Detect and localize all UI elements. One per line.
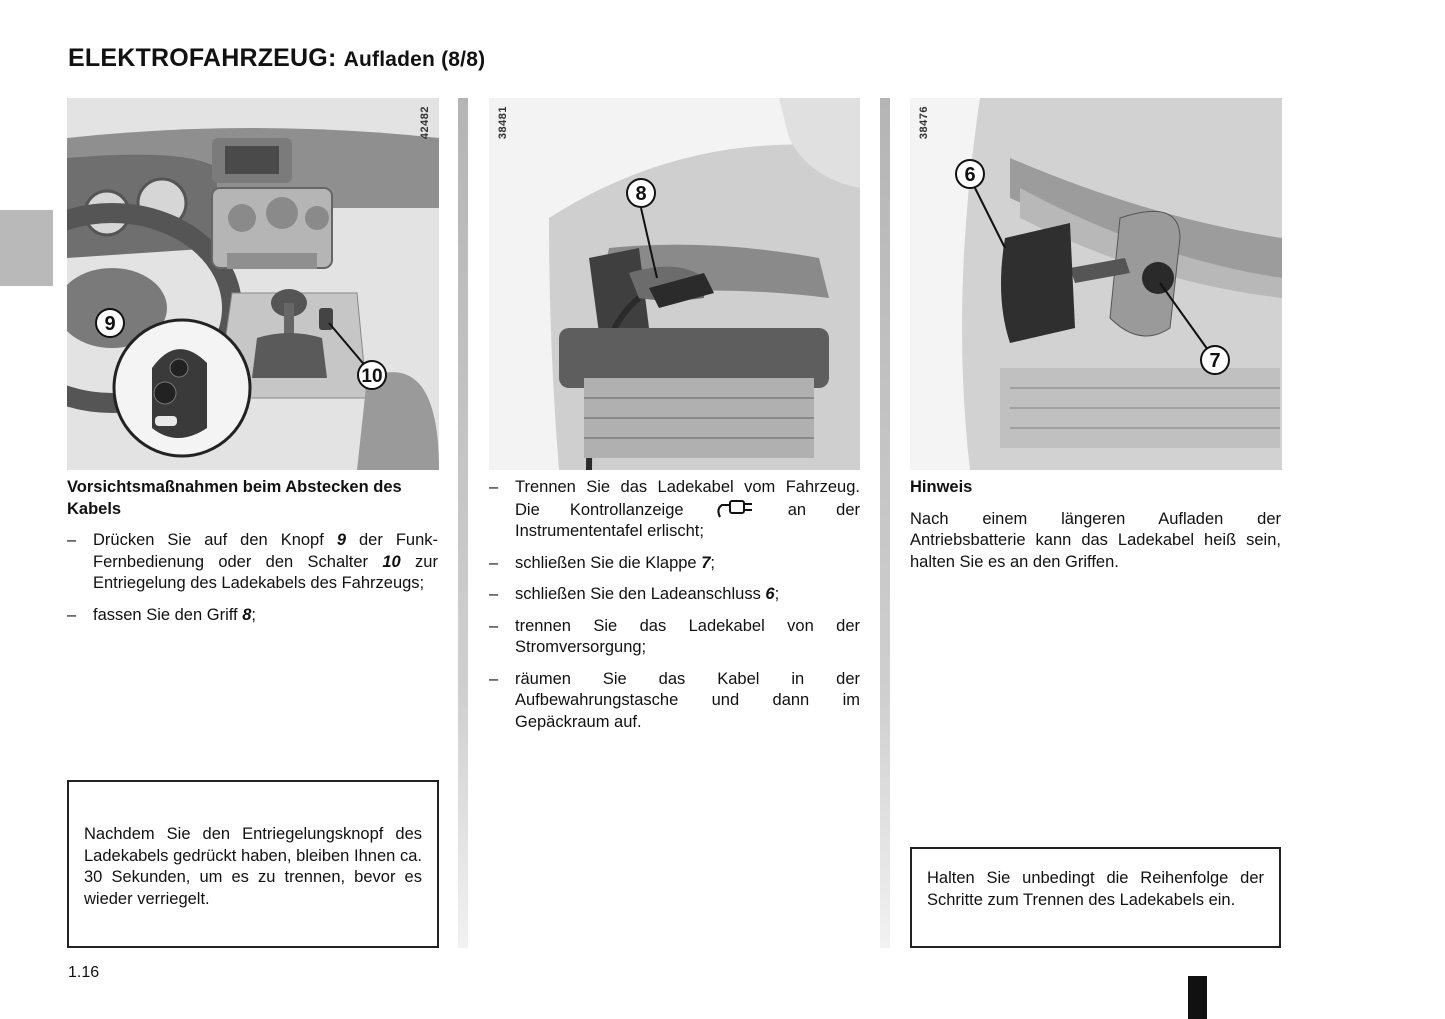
figure-charging-plug — [489, 98, 860, 470]
title-sub: Aufladen (8/8) — [343, 48, 486, 71]
svg-text:6: 6 — [964, 164, 976, 186]
charging-plug-icon — [714, 499, 758, 519]
title-main: ELEKTROFAHRZEUG: — [68, 44, 337, 72]
list-item: – räumen Sie das Kabel in der Aufbewahrungstasche und dann im Gepäckraum auf. — [489, 669, 860, 734]
figure-number: 42482 — [419, 106, 431, 140]
page-edge-marker — [1188, 976, 1207, 1019]
callout-7 — [1201, 346, 1229, 374]
svg-text:10: 10 — [361, 366, 383, 387]
section-tab — [0, 210, 53, 286]
callout-9 — [96, 309, 124, 337]
svg-text:8: 8 — [635, 183, 647, 205]
note-box-unlock — [67, 780, 439, 948]
note-box-order — [910, 847, 1281, 948]
list-item: – trennen Sie das Ladekabel von der Stromversorgung; — [489, 616, 860, 659]
list-item: – fassen Sie den Griff 8; — [67, 605, 438, 627]
column-2 — [489, 477, 860, 743]
callout-8 — [627, 179, 655, 207]
instruction-list — [489, 477, 860, 733]
svg-text:7: 7 — [1209, 350, 1221, 372]
callout-6 — [956, 160, 984, 188]
page-title — [68, 44, 485, 73]
section-heading: Hinweis — [910, 478, 973, 496]
instruction-list — [67, 530, 438, 626]
column-3 — [910, 477, 1281, 573]
figure-dashboard — [67, 98, 439, 470]
column-divider — [880, 98, 890, 948]
figure-number: 38476 — [918, 106, 930, 140]
section-heading: Vorsichtsmaßnahmen beim Abstecken des Kabels — [67, 478, 402, 518]
note-text: Nachdem Sie den Entriegelungsknopf des Ladekabels gedrückt haben, bleiben Ihnen ca. 30 Sekunden, um es zu trennen, bevor es wieder verriegelt. — [84, 825, 422, 908]
list-item: – Drücken Sie auf den Knopf 9 der Funk-Fernbedienung oder den Schalter 10 zur Entriegelung des Ladekabels des Fahrzeugs; — [67, 530, 438, 595]
list-item: – schließen Sie die Klappe 7; — [489, 553, 860, 575]
callout-10 — [358, 361, 386, 389]
note-text: Halten Sie unbedingt die Reihenfolge der Schritte zum Trennen des Ladekabels ein. — [927, 869, 1264, 909]
page-number: 1.16 — [68, 964, 100, 981]
figure-charging-flap — [910, 98, 1282, 470]
figure-number: 38481 — [497, 106, 509, 140]
list-item: – Trennen Sie das Ladekabel vom Fahrzeug. Die Kontrollanzeige an der Instrumententafel erlischt; — [489, 477, 860, 543]
list-item: – schließen Sie den Ladeanschluss 6; — [489, 584, 860, 606]
svg-text:9: 9 — [104, 313, 116, 335]
column-1 — [67, 477, 438, 636]
column-divider — [458, 98, 468, 948]
hint-text: Nach einem längeren Aufladen der Antriebsbatterie kann das Ladekabel heiß sein, halten Sie es an den Griffen. — [910, 509, 1281, 571]
